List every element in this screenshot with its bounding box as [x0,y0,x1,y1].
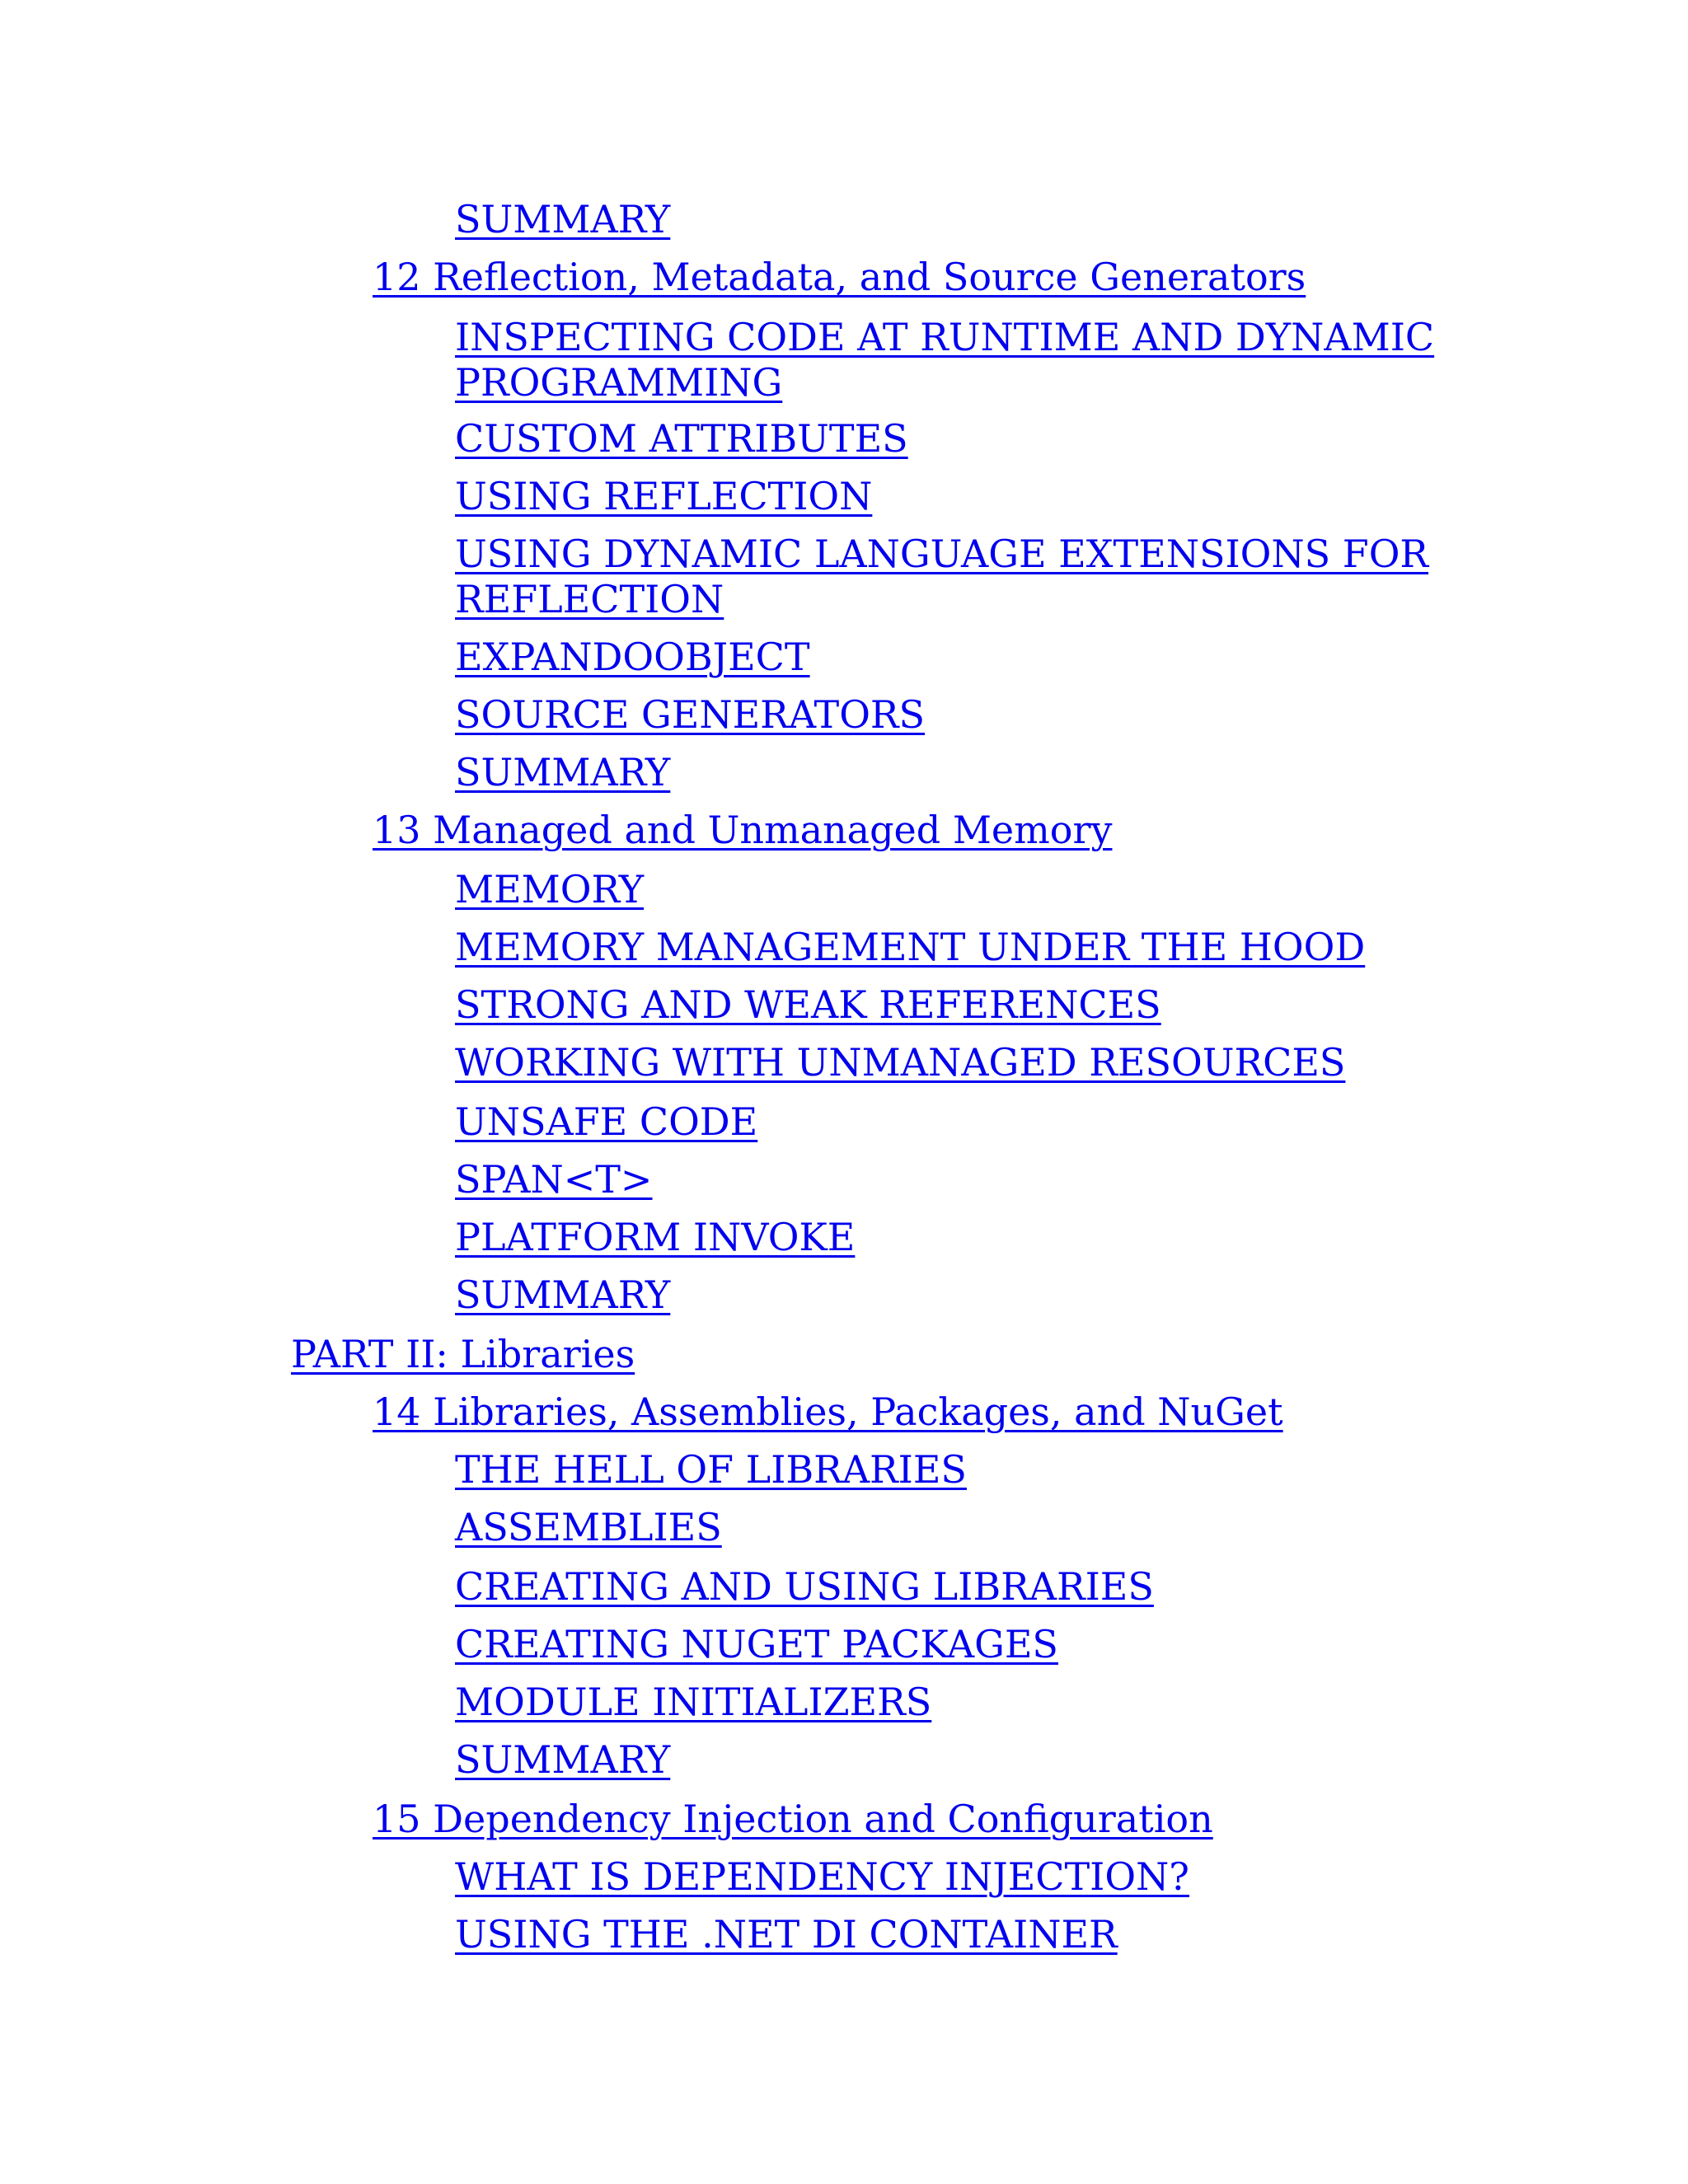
toc-link-inspecting-code[interactable]: INSPECTING CODE AT RUNTIME AND DYNAMIC PROGRAMMING [455,315,1435,405]
toc-link-chapter-15[interactable]: 15 Dependency Injection and Configuration [373,1797,1213,1841]
toc-link-chapter-12[interactable]: 12 Reflection, Metadata, and Source Generators [373,255,1306,299]
toc-link-unmanaged-resources[interactable]: WORKING WITH UNMANAGED RESOURCES [455,1040,1346,1085]
toc-link-chapter-14[interactable]: 14 Libraries, Assemblies, Packages, and NuGet [373,1390,1283,1434]
toc-link-creating-nuget-packages[interactable]: CREATING NUGET PACKAGES [455,1622,1058,1666]
toc-link-net-di-container[interactable]: USING THE .NET DI CONTAINER [455,1912,1118,1957]
toc-link-expandoobject[interactable]: EXPANDOOBJECT [455,635,810,679]
toc-link-assemblies[interactable]: ASSEMBLIES [455,1505,722,1549]
toc-link-hell-of-libraries[interactable]: THE HELL OF LIBRARIES [455,1447,967,1492]
toc-link-what-is-di[interactable]: WHAT IS DEPENDENCY INJECTION? [455,1854,1189,1899]
toc-link-span-t[interactable]: SPAN<T> [455,1157,653,1202]
toc-link-using-reflection[interactable]: USING REFLECTION [455,474,873,518]
toc-link-source-generators[interactable]: SOURCE GENERATORS [455,692,926,737]
toc-link-summary[interactable]: SUMMARY [455,197,671,241]
toc-link-module-initializers[interactable]: MODULE INITIALIZERS [455,1680,932,1724]
toc-link-summary[interactable]: SUMMARY [455,1272,671,1317]
toc-link-summary[interactable]: SUMMARY [455,750,671,794]
toc-link-chapter-13[interactable]: 13 Managed and Unmanaged Memory [373,808,1113,852]
toc-link-part-2[interactable]: PART II: Libraries [291,1332,635,1376]
toc-link-creating-using-libraries[interactable]: CREATING AND USING LIBRARIES [455,1564,1154,1609]
toc-link-summary[interactable]: SUMMARY [455,1737,671,1782]
toc-link-platform-invoke[interactable]: PLATFORM INVOKE [455,1215,856,1259]
toc-link-unsafe-code[interactable]: UNSAFE CODE [455,1099,758,1144]
toc-link-custom-attributes[interactable]: CUSTOM ATTRIBUTES [455,416,908,461]
toc-link-dynamic-language-extensions[interactable]: USING DYNAMIC LANGUAGE EXTENSIONS FOR REFLECTION [455,532,1429,621]
toc-link-memory-management[interactable]: MEMORY MANAGEMENT UNDER THE HOOD [455,925,1366,969]
toc-link-memory[interactable]: MEMORY [455,867,645,912]
toc-link-strong-weak-references[interactable]: STRONG AND WEAK REFERENCES [455,982,1161,1027]
